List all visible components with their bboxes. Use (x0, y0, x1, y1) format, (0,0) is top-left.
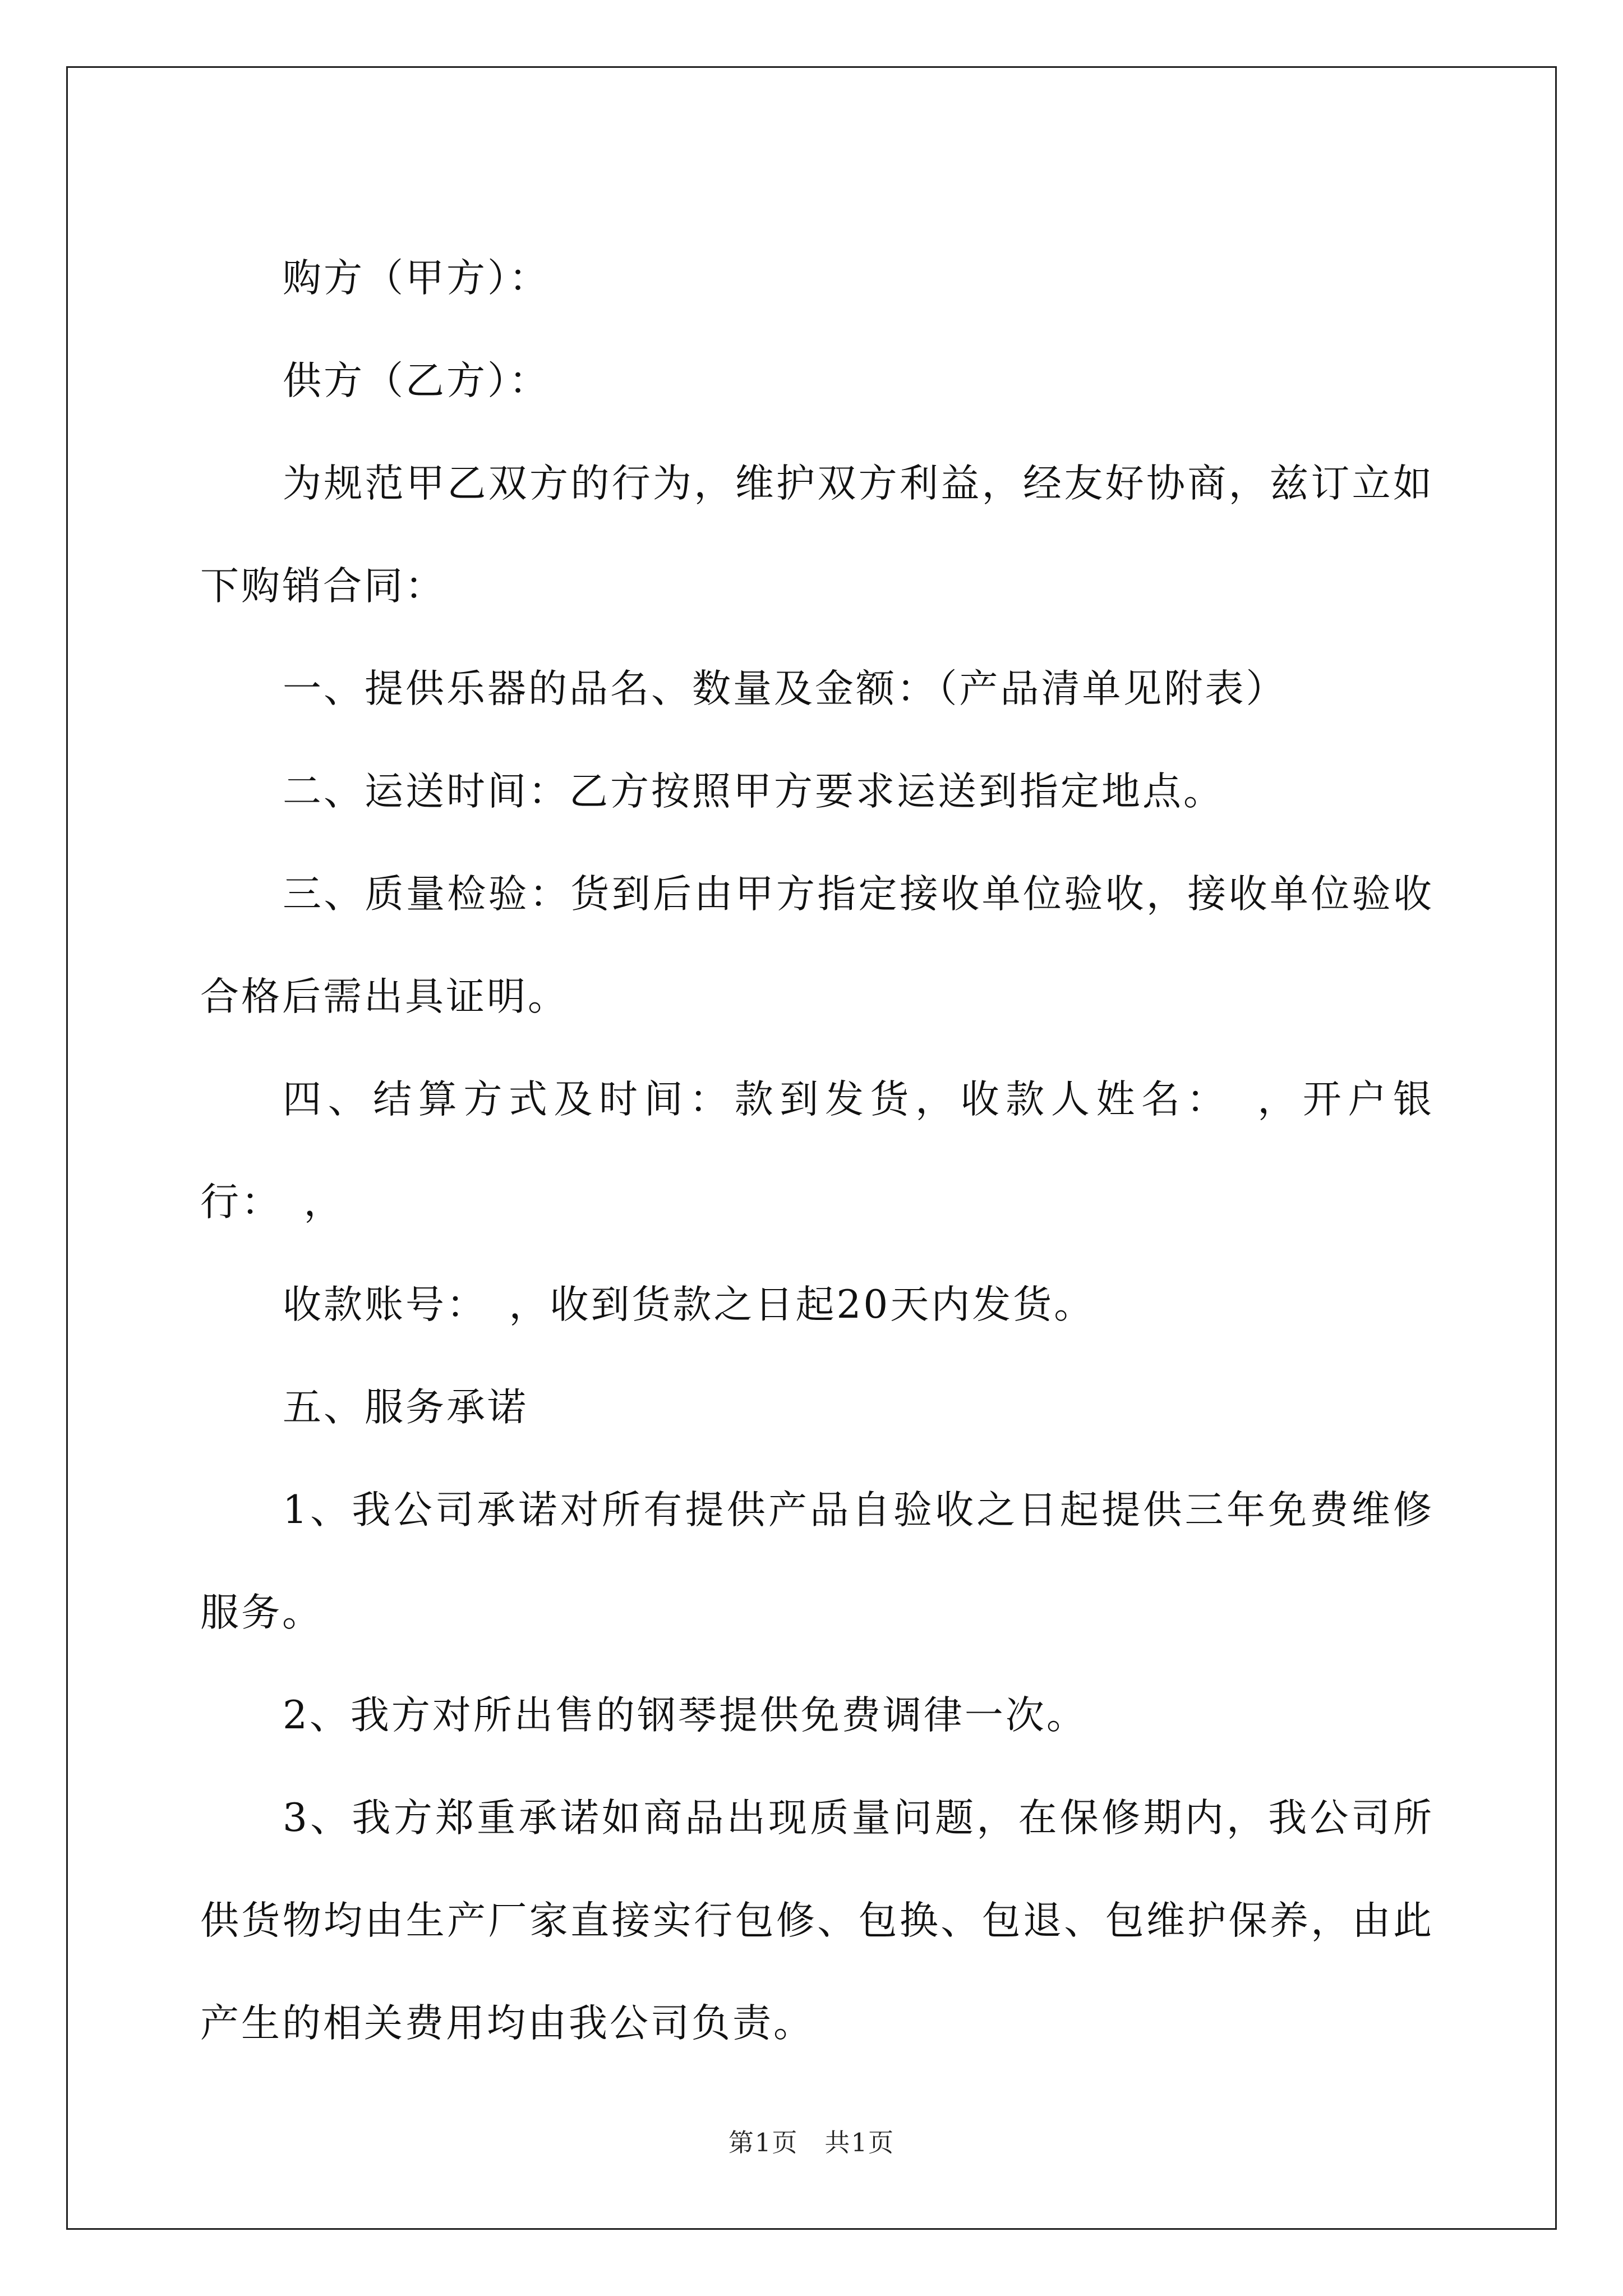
paragraph-service-3: 3、我方郑重承诺如商品出现质量问题，在保修期内，我公司所供货物均由生产厂家直接实行包修、包换、包退、包维护保养，由此产生的相关费用均由我公司负责。 (200, 1796, 1434, 2046)
paragraph-clause-1: 一、提供乐器的品名、数量及金额：（产品清单见附表） (283, 666, 1287, 711)
paragraph-clause-4: 四、结算方式及时间：款到发货，收款人姓名： ，开户银行： ， (200, 1077, 1434, 1225)
paragraph-service-2: 2、我方对所出售的钢琴提供免费调律一次。 (283, 1693, 1087, 1738)
page-footer: 第1页 共1页 (728, 2128, 895, 2157)
paragraph-preamble: 为规范甲乙双方的行为，维护双方利益，经友好协商，兹订立如下购销合同： (200, 461, 1434, 609)
document-body (200, 227, 1434, 2075)
paragraph-clause-3: 三、质量检验：货到后由甲方指定接收单位验收，接收单位验收合格后需出具证明。 (200, 872, 1434, 1019)
paragraph-clause-2: 二、运送时间：乙方按照甲方要求运送到指定地点。 (283, 769, 1224, 814)
paragraph-service-1: 1、我公司承诺对所有提供产品自验收之日起提供三年免费维修服务。 (200, 1488, 1434, 1635)
paragraph-clause-4-account: 收款账号： ，收到货款之日起20天内发货。 (283, 1282, 1095, 1327)
paragraph-buyer: 购方（甲方）： (283, 256, 550, 301)
paragraph-clause-5: 五、服务承诺 (283, 1385, 528, 1430)
paragraph-supplier: 供方（乙方）： (283, 358, 550, 403)
